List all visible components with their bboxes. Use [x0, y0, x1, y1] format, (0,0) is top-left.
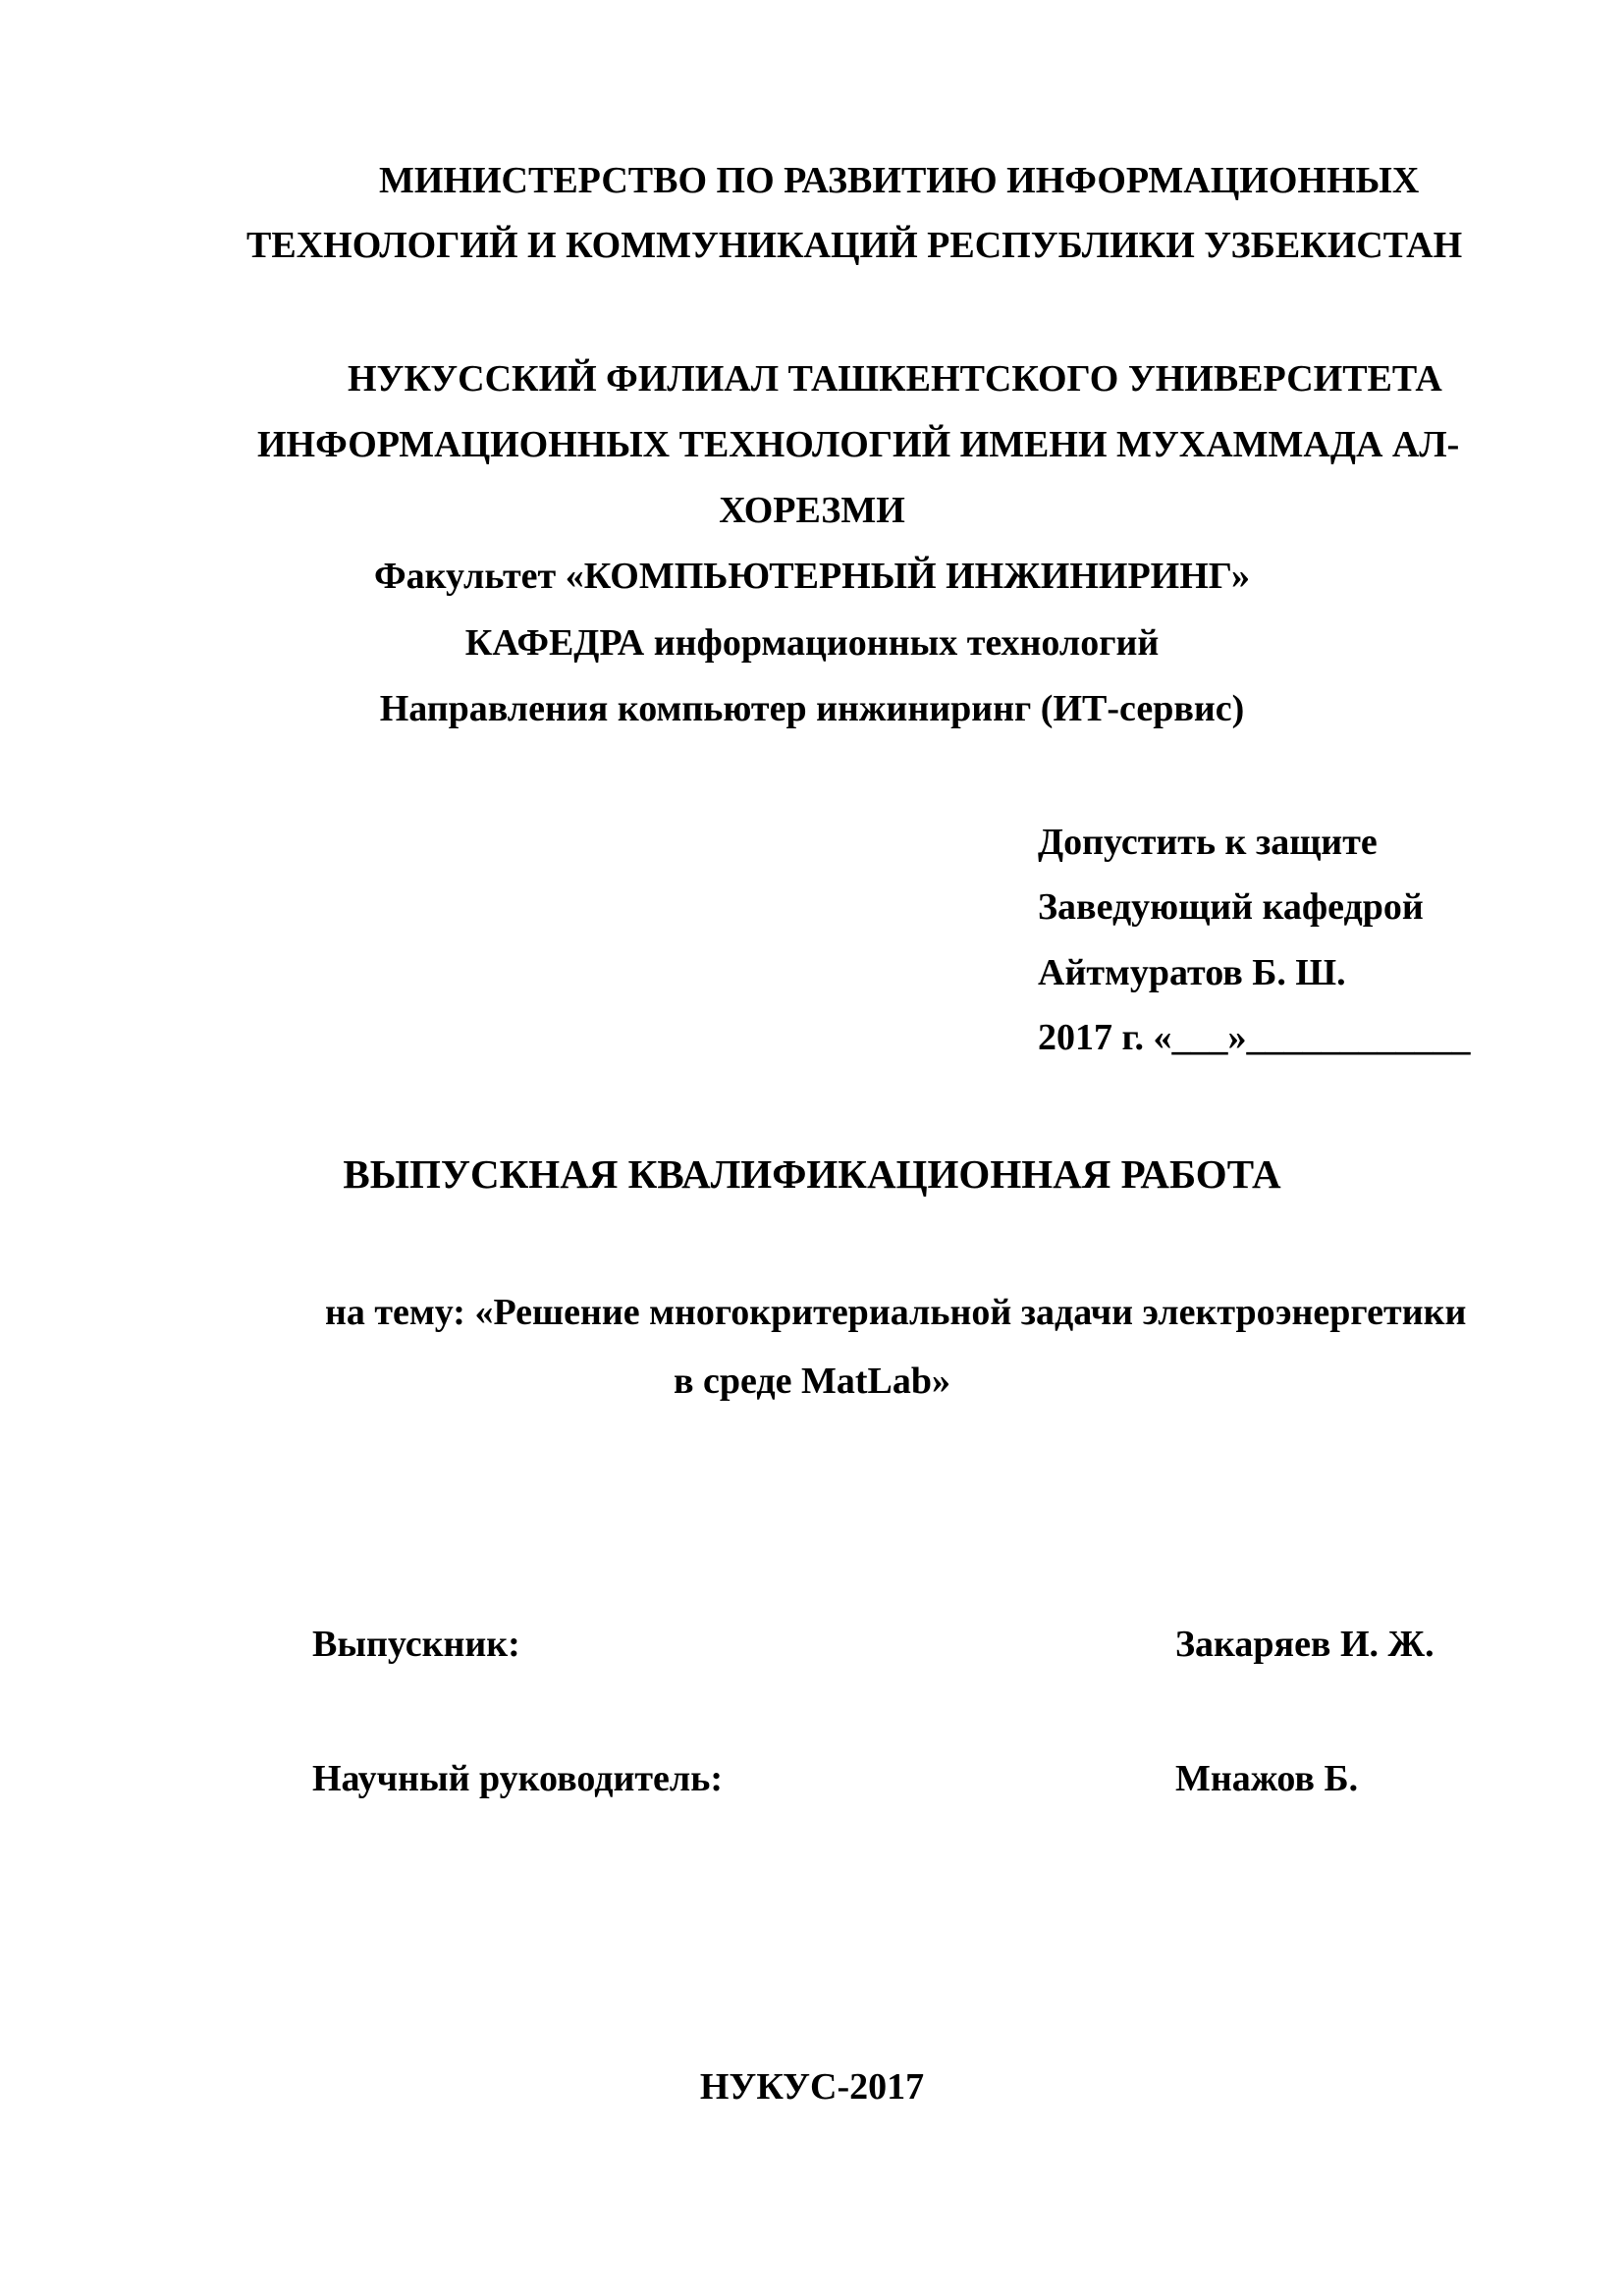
work-topic-line-2: в среде MatLab» [674, 1361, 950, 1402]
work-topic-line-1: на тему: «Решение многокритериальной задачи электроэнергетики [325, 1292, 1467, 1333]
university-line-2: ИНФОРМАЦИОННЫХ ТЕХНОЛОГИЙ ИМЕНИ МУХАММАДА АЛ- [257, 424, 1460, 465]
approval-head-title: Заведующий кафедрой [1038, 886, 1424, 928]
work-title: ВЫПУСКНАЯ КВАЛИФИКАЦИОННАЯ РАБОТА [343, 1151, 1281, 1197]
graduate-name: Закаряев И. Ж. [1175, 1624, 1435, 1665]
approval-head-name: Айтмуратов Б. Ш. [1038, 952, 1346, 993]
approval-date: 2017 г. «___»____________ [1038, 1017, 1471, 1058]
supervisor-name: Мнажов Б. [1175, 1758, 1359, 1799]
supervisor-label: Научный руководитель: [312, 1758, 723, 1799]
faculty-name: Факультет «КОМПЬЮТЕРНЫЙ ИНЖИНИРИНГ» [373, 556, 1251, 597]
approval-admit: Допустить к защите [1038, 822, 1378, 863]
graduate-label: Выпускник: [312, 1624, 520, 1665]
direction-name: Направления компьютер инжиниринг (ИТ-сервис) [379, 688, 1245, 729]
department-name: КАФЕДРА информационных технологий [464, 622, 1160, 664]
ministry-line-2: ТЕХНОЛОГИЙ И КОММУНИКАЦИЙ РЕСПУБЛИКИ УЗБЕКИСТАН [246, 225, 1463, 266]
university-line-1: НУКУССКИЙ ФИЛИАЛ ТАШКЕНТСКОГО УНИВЕРСИТЕТА [348, 358, 1442, 400]
ministry-line-1: МИНИСТЕРСТВО ПО РАЗВИТИЮ ИНФОРМАЦИОННЫХ [379, 160, 1420, 201]
city-year: НУКУС-2017 [699, 2066, 925, 2108]
university-line-3: ХОРЕЗМИ [719, 490, 905, 531]
